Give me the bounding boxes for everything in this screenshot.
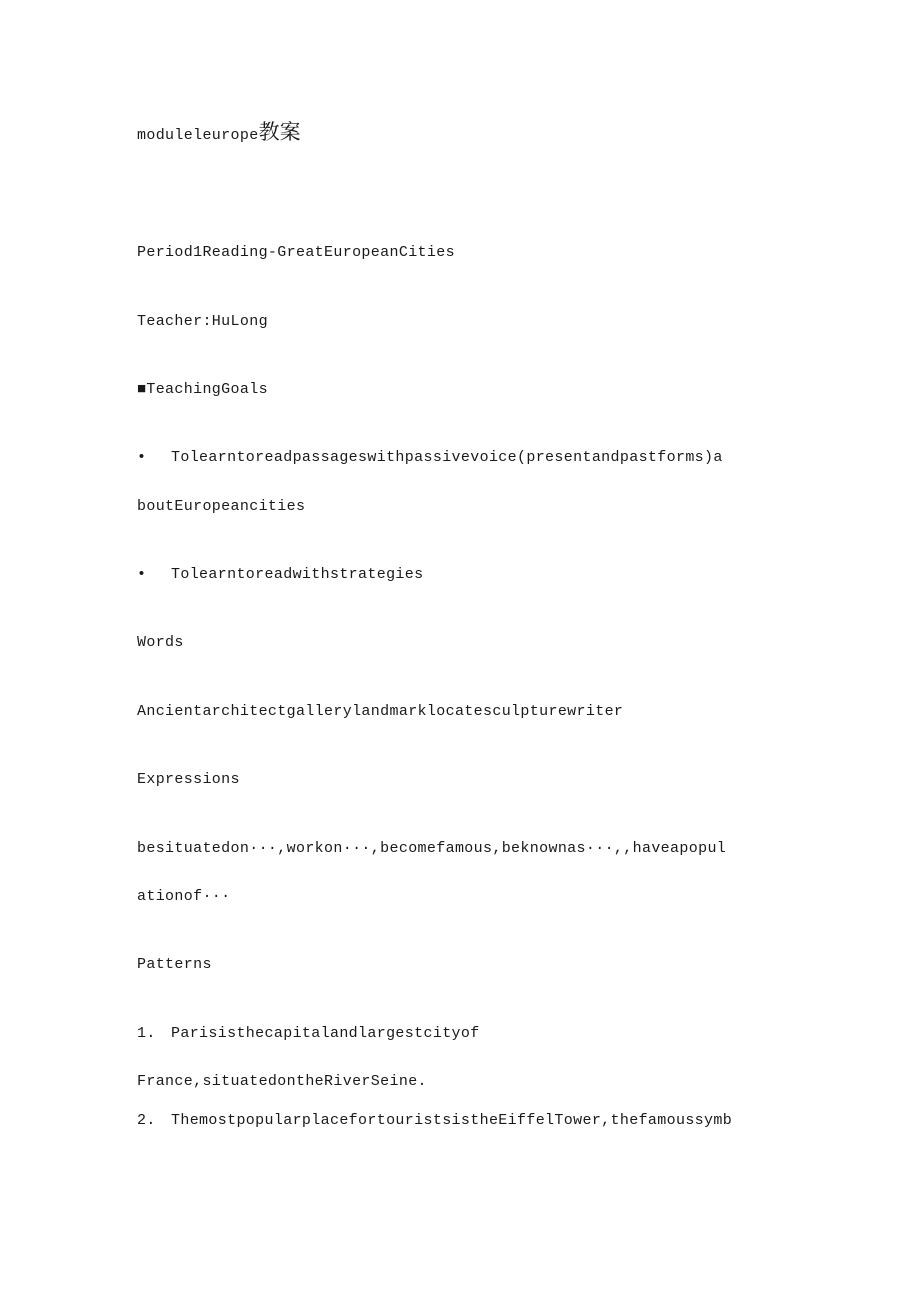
goal-item-1-line1: Tolearntoreadpassageswithpassivevoice(presentandpastforms)a	[171, 449, 723, 466]
period-heading: Period1Reading-GreatEuropeanCities	[137, 244, 455, 261]
document-title	[137, 122, 301, 146]
expressions-heading: Expressions	[137, 771, 240, 788]
goal-item-1	[137, 448, 723, 468]
patterns-heading: Patterns	[137, 956, 212, 973]
title-cjk: 教案	[258, 120, 301, 144]
pattern-item-2-line1: ThemostpopularplacefortouristsistheEiffelTower,thefamoussymb	[171, 1112, 733, 1129]
pattern-number: 2.	[137, 1112, 156, 1129]
expressions-line-1: besituatedon···,workon···,becomefamous,beknownas···,,haveapopul	[137, 840, 727, 857]
pattern-item-1-line1: Parisisthecapitalandlargestcityof	[171, 1025, 480, 1042]
bullet-icon: •	[137, 566, 147, 583]
title-latin: moduleleurope	[137, 127, 259, 144]
goal-item-2-line1: Tolearntoreadwithstrategies	[171, 566, 424, 583]
words-list: Ancientarchitectgallerylandmarklocatesculpturewriter	[137, 703, 624, 720]
teacher-line: Teacher:HuLong	[137, 313, 268, 330]
pattern-item-2	[137, 1111, 732, 1131]
words-heading: Words	[137, 634, 184, 651]
goal-item-2	[137, 565, 424, 585]
teaching-goals-heading: ■TeachingGoals	[137, 381, 268, 398]
goal-item-1-continuation: boutEuropeancities	[137, 498, 306, 515]
pattern-number: 1.	[137, 1025, 156, 1042]
pattern-item-1-continuation: France,situatedontheRiverSeine.	[137, 1073, 427, 1090]
bullet-icon: •	[137, 449, 147, 466]
expressions-line-2: ationof···	[137, 888, 231, 905]
pattern-item-1	[137, 1024, 480, 1044]
